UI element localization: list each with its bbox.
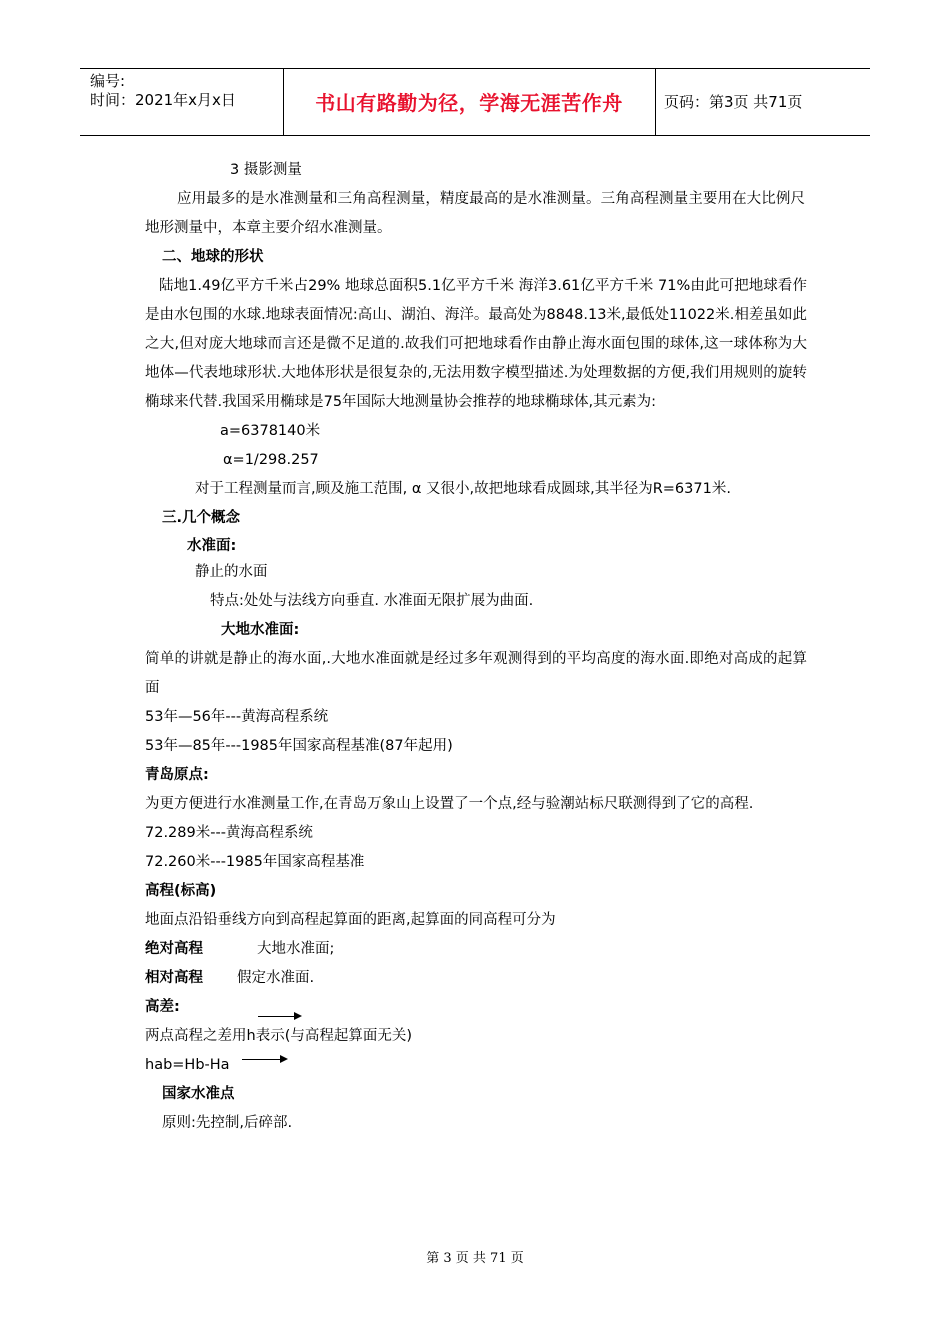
term-elevation: 高程(标高) bbox=[145, 883, 217, 899]
arrow-right-icon bbox=[242, 1059, 286, 1060]
definition-height-difference: 两点高程之差用h表示(与高程起算面无关) bbox=[145, 1028, 413, 1044]
term-absolute-elevation: 绝对高程 bbox=[145, 941, 203, 957]
formula-height-difference: hab=Hb-Ha bbox=[145, 1057, 230, 1073]
header-left-block bbox=[90, 72, 280, 110]
row-absolute-elevation bbox=[145, 935, 810, 964]
section-heading-earth-shape: 二、地球的形状 bbox=[162, 249, 264, 265]
row-relative-elevation bbox=[145, 964, 810, 993]
elevation-huanghai: 72.289米---黄海高程系统 bbox=[145, 825, 313, 841]
header-divider-right bbox=[655, 68, 656, 135]
reference-assumed-level: 假定水准面. bbox=[237, 970, 315, 986]
paragraph-geoid: 简单的讲就是静止的海水面,.大地水准面就是经过多年观测得到的平均高度的海水面.即绝对高成的起算面 bbox=[145, 651, 807, 696]
paragraph-earth-shape: 陆地1.49亿平方千米占29% 地球总面积5.1亿平方千米 海洋3.61亿平方千米 71%由此可把地球看作是由水包围的水球.地球表面情况:高山、湖泊、海洋。最高处为8848.13米,最低处11022米.相差虽如此之大,但对庞大地球而言还是微不足道的.故我们可把地球看作由静止海水面包围的球体,这一球体称为大地体—代表地球形状.大地体形状是很复杂的,无法用数字模型描述.为处理数据的方便,我们用规则的旋转椭球来代替.我国采用椭球是75年国际大地测量协会推荐的地球椭球体,其元素为: bbox=[145, 278, 807, 410]
term-level-surface: 水准面: bbox=[187, 538, 237, 554]
term-geoid: 大地水准面: bbox=[221, 622, 300, 638]
definition-elevation: 地面点沿铅垂线方向到高程起算面的距离,起算面的同高程可分为 bbox=[145, 912, 556, 928]
term-qingdao-origin: 青岛原点: bbox=[145, 767, 209, 783]
header-time-label: 时间：2021年x月x日 bbox=[90, 91, 236, 109]
term-relative-elevation: 相对高程 bbox=[145, 970, 203, 986]
datum-huanghai-1956: 53年—56年---黄海高程系统 bbox=[145, 709, 329, 725]
term-height-difference: 高差: bbox=[145, 999, 180, 1015]
definition-level-surface: 静止的水面 bbox=[195, 564, 268, 580]
header-bottom-rule bbox=[80, 135, 870, 136]
page-footer: 第 3 页 共 71 页 bbox=[426, 1251, 524, 1266]
paragraph-sphere-approximation: 对于工程测量而言,顾及施工范围, α 又很小,故把地球看成圆球,其半径为R=6371米. bbox=[195, 481, 731, 497]
datum-national-1985: 53年—85年---1985年国家高程基准(87年起用) bbox=[145, 738, 453, 754]
header-page-info: 页码：第3页 共71页 bbox=[664, 93, 803, 111]
document-body bbox=[145, 156, 810, 1138]
formula-flattening: α=1/298.257 bbox=[223, 452, 319, 468]
header-number-label: 编号: bbox=[90, 72, 126, 90]
list-item-photogrammetry: 3 摄影测量 bbox=[230, 162, 302, 178]
paragraph-leveling-intro: 应用最多的是水准测量和三角高程测量，精度最高的是水准测量。三角高程测量主要用在大比例尺地形测量中，本章主要介绍水准测量。 bbox=[145, 191, 805, 236]
principle-benchmark: 原则:先控制,后碎部. bbox=[162, 1115, 293, 1131]
feature-level-surface: 特点:处处与法线方向垂直. 水准面无限扩展为曲面. bbox=[210, 593, 534, 609]
arrow-right-icon bbox=[258, 1016, 300, 1017]
formula-semi-major-axis: a=6378140米 bbox=[220, 423, 321, 439]
paragraph-qingdao-origin: 为更方便进行水准测量工作,在青岛万象山上设置了一个点,经与验潮站标尺联测得到了它的高程. bbox=[145, 796, 754, 812]
section-heading-concepts: 三.几个概念 bbox=[162, 510, 241, 526]
reference-geoid: 大地水准面; bbox=[257, 941, 335, 957]
header-motto: 书山有路勤为径，学海无涯苦作舟 bbox=[315, 91, 623, 115]
elevation-national-1985: 72.260米---1985年国家高程基准 bbox=[145, 854, 365, 870]
term-national-benchmark: 国家水准点 bbox=[162, 1086, 235, 1102]
